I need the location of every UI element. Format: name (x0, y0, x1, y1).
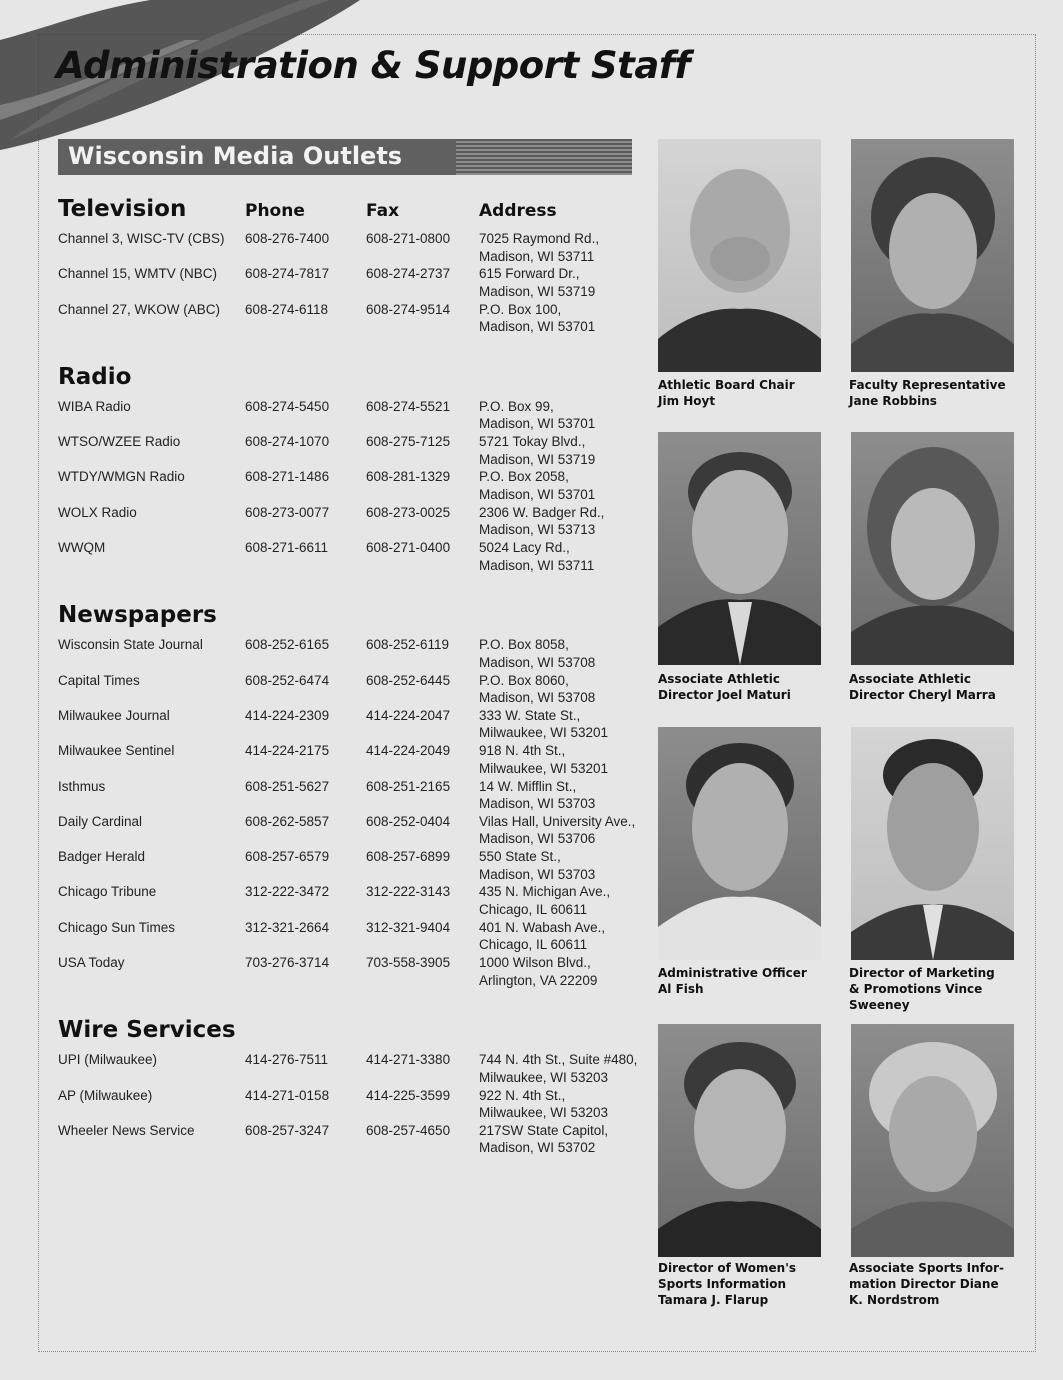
outlet-name: Channel 27, WKOW (ABC) (58, 301, 221, 317)
outlet-row (58, 230, 633, 265)
outlet-name: Chicago Tribune (58, 884, 157, 900)
address-line: 2306 W. Badger Rd., (479, 504, 605, 520)
address-line: 5721 Tokay Blvd., (479, 434, 586, 450)
outlet-fax: 703-558-3905 (366, 955, 451, 971)
address-line: 922 N. 4th St., (479, 1087, 566, 1103)
banner-stripes (456, 139, 632, 175)
outlet-row (58, 265, 633, 300)
address-line: 333 W. State St., (479, 707, 581, 723)
address-line: 918 N. 4th St., (479, 743, 566, 759)
staff-caption-al-fish: Administrative Officer Al Fish (658, 966, 807, 996)
media-outlets-table (58, 196, 638, 1157)
outlet-name: WIBA Radio (58, 398, 131, 414)
staff-photo-jane-robbins (851, 139, 1014, 372)
outlet-fax: 608-251-2165 (366, 778, 451, 794)
address-line: P.O. Box 8060, (479, 672, 569, 688)
outlet-address (479, 433, 595, 468)
outlet-fax: 608-252-0404 (366, 813, 451, 829)
outlet-phone: 608-271-6611 (245, 540, 329, 556)
outlet-fax: 608-281-1329 (366, 469, 451, 485)
page-title: Administration & Support Staff (56, 44, 691, 87)
outlet-row (58, 433, 633, 468)
outlet-name: WTSO/WZEE Radio (58, 434, 181, 450)
staff-photo-jim-hoyt (658, 139, 821, 372)
outlet-name: WOLX Radio (58, 504, 137, 520)
outlet-fax: 608-271-0800 (366, 231, 451, 246)
outlet-fax: 608-271-0400 (366, 540, 451, 556)
staff-photo-joel-maturi (658, 432, 821, 665)
address-line: Madison, WI 53703 (479, 796, 596, 812)
address-line: Madison, WI 53701 (479, 416, 596, 432)
outlet-phone: 608-271-1486 (245, 469, 330, 485)
outlet-row (58, 468, 633, 503)
address-line: 14 W. Mifflin St., (479, 778, 577, 794)
outlet-fax: 414-224-2049 (366, 743, 451, 759)
outlet-phone: 608-252-6474 (245, 672, 330, 688)
outlet-name: Milwaukee Journal (58, 707, 170, 723)
address-line: Madison, WI 53706 (479, 831, 596, 847)
outlet-fax: 608-252-6445 (366, 672, 451, 688)
outlet-fax: 312-222-3143 (366, 884, 451, 900)
section-header (58, 602, 633, 636)
media-outlets-banner (58, 139, 632, 175)
address-line: Milwaukee, WI 53201 (479, 760, 609, 776)
outlet-fax: 312-321-9404 (366, 919, 451, 935)
outlet-row (58, 504, 633, 539)
address-line: 217SW State Capitol, (479, 1122, 609, 1138)
outlet-phone: 414-276-7511 (245, 1052, 329, 1068)
address-line: 401 N. Wabash Ave., (479, 919, 606, 935)
outlet-address (479, 1122, 608, 1157)
staff-caption-jim-hoyt: Athletic Board Chair Jim Hoyt (658, 378, 795, 408)
address-line: Milwaukee, WI 53201 (479, 725, 609, 741)
outlet-phone: 608-262-5857 (245, 813, 330, 829)
section-header (58, 196, 633, 230)
address-line: P.O. Box 2058, (479, 469, 569, 485)
outlet-name: Badger Herald (58, 849, 146, 865)
outlet-phone: 414-224-2175 (245, 743, 330, 759)
outlet-phone: 608-252-6165 (245, 637, 330, 653)
outlet-address (479, 398, 595, 433)
outlet-address (479, 468, 595, 503)
outlet-name: Channel 15, WMTV (NBC) (58, 266, 218, 282)
address-line: Madison, WI 53702 (479, 1140, 596, 1156)
column-header-fax: Fax (366, 201, 400, 221)
outlet-fax: 608-257-4650 (366, 1122, 451, 1138)
outlet-phone: 608-274-5450 (245, 398, 330, 414)
staff-photo-cheryl-marra (851, 432, 1014, 665)
outlet-fax: 608-252-6119 (366, 637, 450, 653)
outlet-name: WTDY/WMGN Radio (58, 469, 185, 485)
staff-caption-tamara-flarup: Director of Women's Sports Information Tamara J. Flarup (658, 1261, 797, 1307)
outlet-row (58, 707, 633, 742)
address-line: Vilas Hall, University Ave., (479, 813, 636, 829)
outlet-name: Chicago Sun Times (58, 919, 176, 935)
address-line: Chicago, IL 60611 (479, 901, 588, 917)
outlet-fax: 608-274-9514 (366, 301, 451, 317)
section-gap (58, 989, 633, 1017)
section-title: Newspapers (58, 602, 217, 629)
outlet-row (58, 1122, 633, 1157)
outlet-name: WWQM (58, 540, 106, 556)
outlet-phone: 608-274-6118 (245, 301, 329, 317)
outlet-row (58, 813, 636, 848)
address-line: 744 N. 4th St., Suite #480, (479, 1052, 638, 1068)
outlet-address (479, 742, 608, 777)
outlet-address (479, 954, 597, 989)
outlet-phone: 608-274-7817 (245, 266, 330, 282)
section-title: Wire Services (58, 1017, 236, 1044)
column-header-address: Address (479, 201, 557, 221)
outlet-phone: 608-251-5627 (245, 778, 330, 794)
address-line: Madison, WI 53703 (479, 866, 596, 882)
outlet-row (58, 398, 633, 433)
outlet-phone: 608-273-0077 (245, 504, 330, 520)
outlet-address (479, 265, 595, 300)
outlet-row (58, 848, 633, 883)
staff-caption-cheryl-marra: Associate Athletic Director Cheryl Marra (849, 672, 996, 702)
outlet-name: Capital Times (58, 672, 140, 688)
outlet-row (58, 1087, 633, 1122)
outlet-name: Daily Cardinal (58, 813, 143, 829)
address-line: Madison, WI 53701 (479, 486, 596, 502)
section-header (58, 364, 633, 398)
column-header-phone: Phone (245, 201, 305, 221)
staff-photo-al-fish (658, 727, 821, 960)
outlet-address (479, 1051, 637, 1086)
outlet-fax: 608-274-2737 (366, 266, 451, 282)
address-line: Arlington, VA 22209 (479, 972, 598, 988)
outlet-row (58, 636, 633, 671)
address-line: Madison, WI 53713 (479, 522, 596, 538)
outlet-name: Milwaukee Sentinel (58, 743, 175, 759)
address-line: Madison, WI 53701 (479, 319, 596, 335)
outlet-fax: 608-273-0025 (366, 504, 451, 520)
outlet-phone: 703-276-3714 (245, 955, 330, 971)
address-line: 7025 Raymond Rd., (479, 231, 600, 246)
address-line: Madison, WI 53711 (479, 557, 595, 573)
outlet-phone: 608-274-1070 (245, 434, 330, 450)
section-header (58, 1017, 633, 1051)
outlet-address (479, 707, 608, 742)
outlet-fax: 414-224-2047 (366, 707, 451, 723)
outlet-address (479, 883, 610, 918)
address-line: 435 N. Michigan Ave., (479, 884, 611, 900)
outlet-name: USA Today (58, 955, 125, 971)
outlet-row (58, 919, 633, 954)
outlet-address (479, 301, 595, 336)
outlet-address (479, 848, 595, 883)
outlet-row (58, 672, 633, 707)
outlet-name: Isthmus (58, 778, 106, 794)
address-line: P.O. Box 100, (479, 301, 562, 317)
outlet-fax: 414-271-3380 (366, 1052, 451, 1068)
address-line: P.O. Box 99, (479, 398, 554, 414)
staff-caption-diane-nordstrom: Associate Sports Infor- mation Director Diane K. Nordstrom (849, 1261, 1005, 1307)
staff-photo-tamara-flarup (658, 1024, 821, 1257)
outlet-address (479, 1087, 608, 1122)
outlet-address (479, 636, 595, 671)
outlet-phone: 414-271-0158 (245, 1087, 330, 1103)
outlet-phone: 608-276-7400 (245, 231, 330, 246)
outlet-name: Wisconsin State Journal (58, 637, 203, 653)
outlet-row (58, 1051, 638, 1086)
outlet-address (479, 504, 604, 539)
outlet-address (479, 230, 599, 265)
address-line: 1000 Wilson Blvd., (479, 955, 591, 971)
address-line: 615 Forward Dr., (479, 266, 580, 282)
outlet-row (58, 883, 633, 918)
outlet-row (58, 954, 633, 989)
outlet-phone: 608-257-3247 (245, 1122, 330, 1138)
outlet-address (479, 919, 605, 954)
outlet-phone: 608-257-6579 (245, 849, 330, 865)
banner-title: Wisconsin Media Outlets (68, 142, 403, 170)
outlet-row (58, 301, 633, 336)
outlet-fax: 608-275-7125 (366, 434, 451, 450)
staff-photo-diane-nordstrom (851, 1024, 1014, 1257)
address-line: Madison, WI 53708 (479, 690, 596, 706)
outlet-phone: 414-224-2309 (245, 707, 330, 723)
staff-caption-vince-sweeney: Director of Marketing & Promotions Vince Sweeney (849, 966, 995, 1012)
address-line: Milwaukee, WI 53203 (479, 1105, 609, 1121)
address-line: Milwaukee, WI 53203 (479, 1069, 609, 1085)
staff-caption-joel-maturi: Associate Athletic Director Joel Maturi (658, 672, 791, 702)
section-gap (58, 336, 633, 364)
outlet-fax: 608-257-6899 (366, 849, 451, 865)
address-line: Madison, WI 53711 (479, 248, 595, 264)
section-title: Television (58, 196, 187, 222)
outlet-row (58, 539, 633, 574)
outlet-fax: 608-274-5521 (366, 398, 451, 414)
section-title: Radio (58, 363, 132, 390)
outlet-name: UPI (Milwaukee) (58, 1052, 158, 1068)
address-line: 5024 Lacy Rd., (479, 540, 570, 556)
outlet-address (479, 539, 594, 574)
address-line: Madison, WI 53719 (479, 283, 596, 299)
address-line: P.O. Box 8058, (479, 637, 569, 653)
outlet-name: Channel 3, WISC-TV (CBS) (58, 231, 225, 246)
outlet-row (58, 778, 633, 813)
section-gap (58, 574, 633, 602)
outlet-phone: 312-222-3472 (245, 884, 330, 900)
address-line: Madison, WI 53708 (479, 654, 596, 670)
outlet-row (58, 742, 633, 777)
outlet-phone: 312-321-2664 (245, 919, 330, 935)
staff-photo-vince-sweeney (851, 727, 1014, 960)
staff-caption-jane-robbins: Faculty Representative Jane Robbins (849, 378, 1006, 408)
outlet-address (479, 813, 635, 848)
outlet-fax: 414-225-3599 (366, 1087, 451, 1103)
address-line: Madison, WI 53719 (479, 451, 596, 467)
outlet-name: Wheeler News Service (58, 1122, 195, 1138)
address-line: 550 State St., (479, 849, 561, 865)
outlet-address (479, 672, 595, 707)
address-line: Chicago, IL 60611 (479, 937, 588, 953)
outlet-name: AP (Milwaukee) (58, 1087, 153, 1103)
outlet-address (479, 778, 595, 813)
